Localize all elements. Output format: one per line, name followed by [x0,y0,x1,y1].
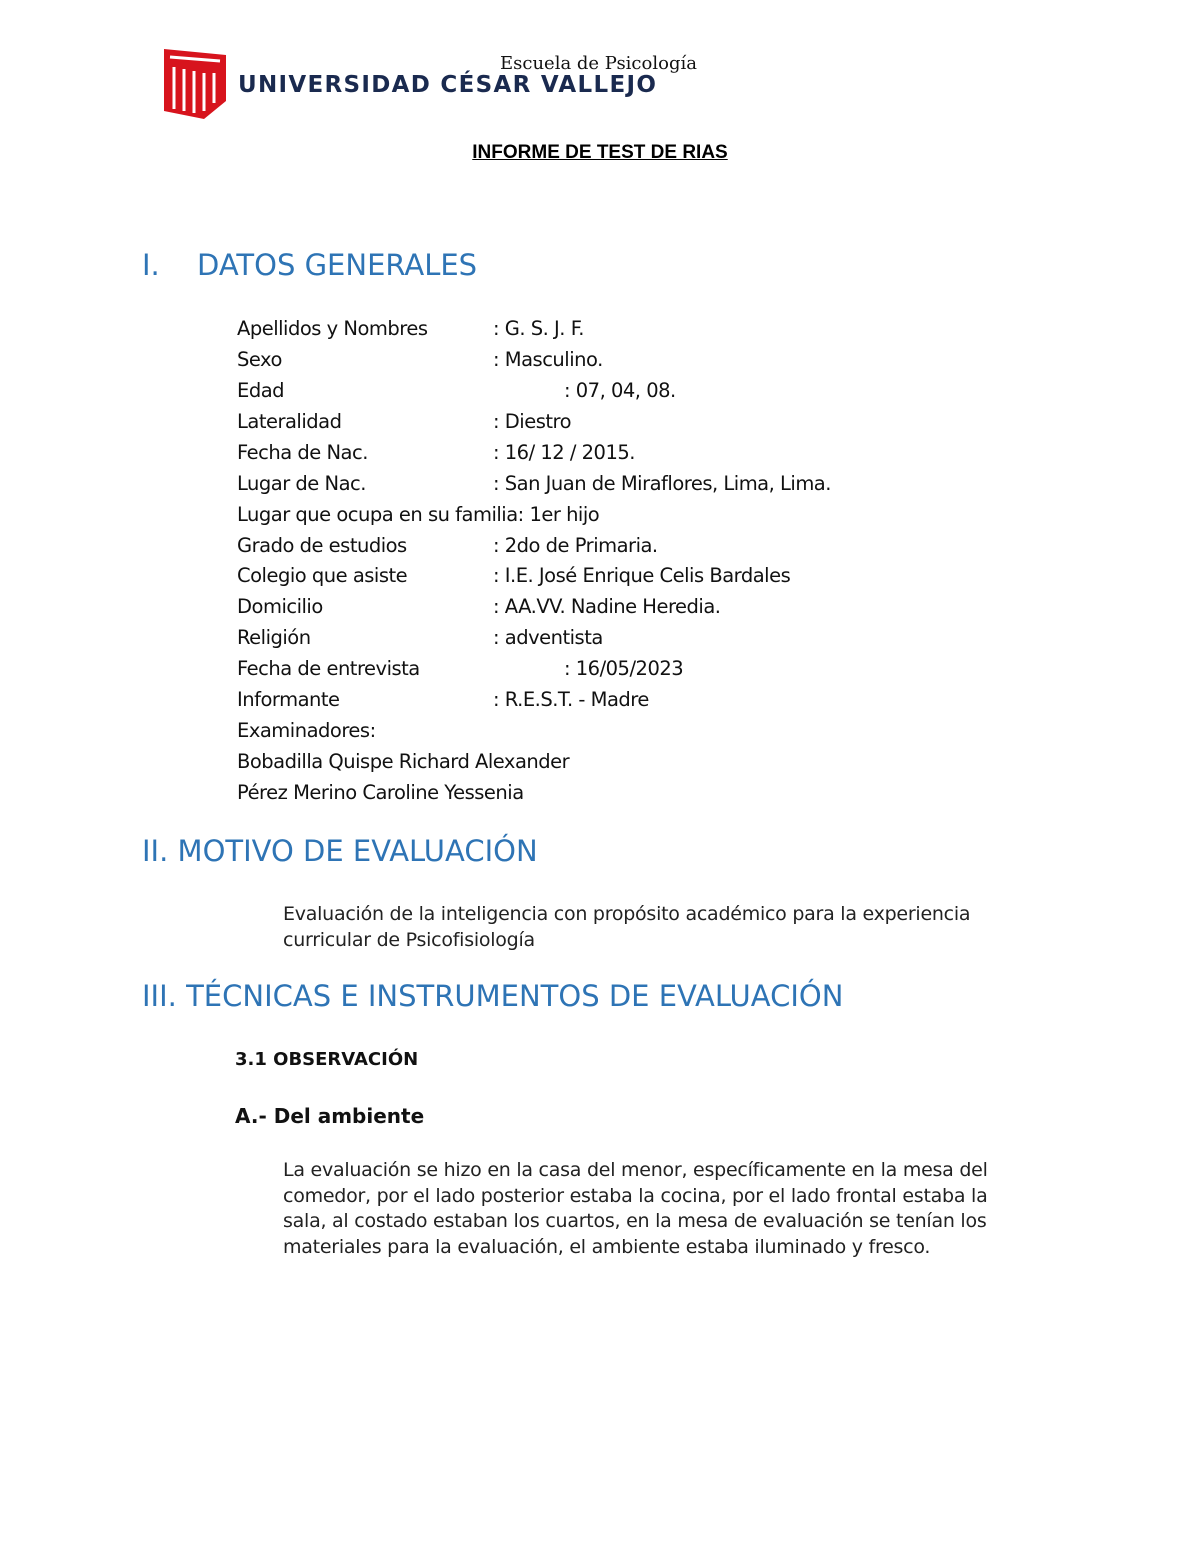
field-label: Lugar que ocupa en su familia: 1er hijo [237,503,600,526]
field-label: Colegio que asiste [237,564,408,587]
section-2-title: II. MOTIVO DE EVALUACIÓN [142,834,538,868]
field-label: Religión [237,626,311,649]
field-value: : G. S. J. F. [493,317,584,340]
field-value: : San Juan de Miraflores, Lima, Lima. [493,472,831,495]
field-label: Pérez Merino Caroline Yessenia [237,781,524,804]
section-1-number: I. [142,248,160,282]
subsection-ambiente: A.- Del ambiente [235,1104,425,1128]
university-logo-icon [164,49,226,119]
field-label: Fecha de Nac. [237,441,368,464]
field-label: Informante [237,688,340,711]
field-label: Examinadores: [237,719,376,742]
section-3-title: III. TÉCNICAS E INSTRUMENTOS DE EVALUACIÓN [142,979,844,1013]
ambiente-paragraph: La evaluación se hizo en la casa del menor, específicamente en la mesa del comedor, por el lado posterior estaba la cocina, por el lado frontal estaba la sala, al costado estaban los cuartos, en la mesa de evaluación se tenían los materiales para la evaluación, el ambiente estaba iluminado y fresco. [283,1159,988,1258]
field-value: : AA.VV. Nadine Heredia. [493,595,721,618]
document-title: INFORME DE TEST DE RIAS [472,142,728,163]
field-label: Edad [237,379,285,402]
field-value: : I.E. José Enrique Celis Bardales [493,564,791,587]
field-label: Bobadilla Quispe Richard Alexander [237,750,570,773]
field-value: : Masculino. [493,348,603,371]
motivo-paragraph: Evaluación de la inteligencia con propósito académico para la experiencia curricular de Psicofisiología [283,903,971,951]
field-value: : Diestro [493,410,572,433]
subsection-observacion: 3.1 OBSERVACIÓN [235,1049,419,1070]
field-value: : 07, 04, 08. [564,379,676,402]
field-value: : 16/ 12 / 2015. [493,441,635,464]
field-value: : adventista [493,626,603,649]
field-label: Grado de estudios [237,534,407,557]
field-value: : 2do de Primaria. [493,534,658,557]
field-label: Fecha de entrevista [237,657,420,680]
university-name: UNIVERSIDAD CÉSAR VALLEJO [238,72,658,98]
field-label: Domicilio [237,595,323,618]
school-name: Escuela de Psicología [500,53,697,74]
section-1-title: DATOS GENERALES [197,248,478,282]
field-value: : R.E.S.T. - Madre [493,688,649,711]
field-value: : 16/05/2023 [564,657,684,680]
field-label: Apellidos y Nombres [237,317,428,340]
field-label: Lateralidad [237,410,342,433]
field-label: Lugar de Nac. [237,472,366,495]
field-label: Sexo [237,348,282,371]
